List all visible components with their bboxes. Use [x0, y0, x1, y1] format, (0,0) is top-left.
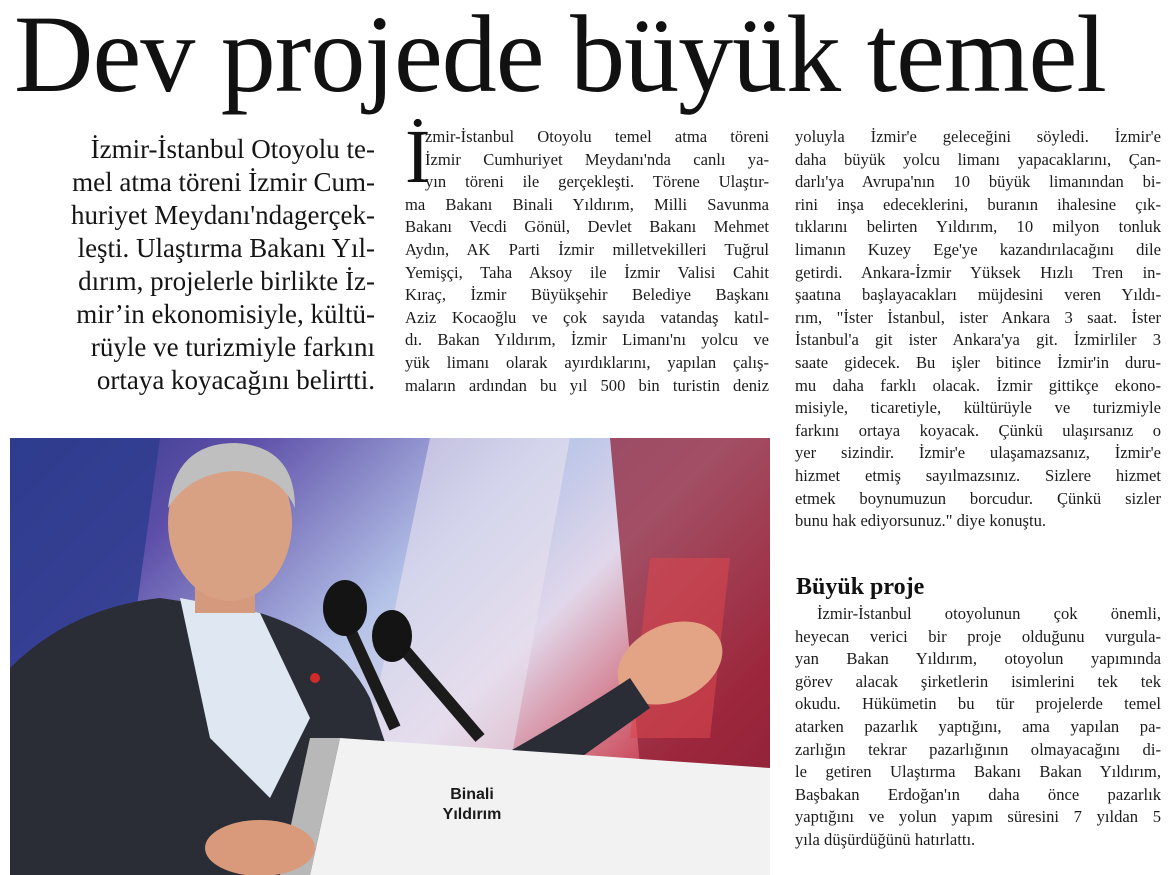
hand	[205, 820, 315, 875]
body-line: rini inşa edeceklerini, buranın ihalesine çık-	[795, 194, 1161, 214]
body-line: hizmet etmiş sayılmazsınız. Sizlere hizmet	[795, 465, 1161, 485]
body-line: atarken pazarlık yaptığını, ama yapılan pa-	[795, 716, 1161, 736]
body-line: okudu. Hükümetin bu tür projelerde temel	[795, 694, 1161, 714]
photo-caption	[432, 785, 512, 825]
body-line: mu daha farklı olacak. İzmir gittikçe ekono-	[795, 375, 1161, 395]
body-line: yoluyla İzmir'e geleceğini söyledi. İzmir'e	[795, 127, 1161, 146]
lede-line: rüyle ve turizmiyle farkını	[90, 332, 375, 362]
lede-line: mel atma töreni İzmir Cum-	[72, 167, 375, 197]
body-line: Kıraç, İzmir Büyükşehir Belediye Başkanı	[405, 285, 769, 305]
body-line: şaatına başlayacakları müjdesini veren Yıldı-	[795, 285, 1161, 305]
body-line: Aziz Kocaoğlu ve çok sayıda vatandaş katıl-	[405, 307, 769, 327]
lede-line: İzmir-İstanbul Otoyolu te-	[90, 134, 375, 164]
lede-line: ortaya koyacağını belirtti.	[96, 365, 375, 395]
body-line: heyecan verici bir proje olduğunu vurgula-	[795, 626, 1161, 646]
body-line: Başbakan Erdoğan'ın daha önce pazarlık	[795, 784, 1161, 804]
body-line: yın töreni ile gerçekleşti. Törene Ulaştır-	[425, 172, 769, 192]
body-line: daha büyük yolcu limanı yapacaklarını, Çan-	[795, 149, 1161, 169]
body-line: saate gidecek. Bu işler bitince İzmir'in duru-	[795, 352, 1161, 372]
body-line: yıla düşürdüğünü hatırlattı.	[795, 829, 976, 849]
body-line: tıklarını belirten Yıldırım, 10 milyon tonluk	[795, 217, 1161, 237]
body-line: getirdi. Ankara-İzmir Yüksek Hızlı Tren in-	[795, 262, 1161, 282]
body-line: etmek boynumuzun borcudur. Çünkü sizler	[795, 488, 1161, 508]
body-line: yer sizindir. İzmir'e ulaşamazsanız, İzmir'e	[795, 443, 1161, 463]
article-column-3	[795, 126, 1161, 533]
microphone	[372, 610, 412, 662]
body-line: İzmir-İstanbul otoyolunun çok önemli,	[817, 604, 1161, 623]
body-line: yük limanı olarak ayırdıklarını, yapılan çalış-	[405, 352, 769, 372]
body-line: dı. Bakan Yıldırım, İzmir Limanı'nı yolcu ve	[405, 330, 769, 350]
body-line: limanın Kuzey Ege'ye kazandırılacağını dile	[795, 239, 1161, 259]
body-line: maların ardından bu yıl 500 bin turistin deniz	[405, 375, 769, 395]
lede-line: leşti. Ulaştırma Bakanı Yıl-	[77, 233, 375, 263]
speaker-illustration	[10, 438, 770, 875]
body-line: ma Bakanı Binali Yıldırım, Milli Savunma	[405, 194, 769, 214]
headline: Dev projede büyük temel	[14, 0, 1106, 115]
speaker-photo	[10, 438, 770, 875]
body-line: le getiren Ulaştırma Bakanı Bakan Yıldırım,	[795, 762, 1161, 782]
body-line: misiyle, ticaretiyle, kültürüyle ve turizmiyle	[795, 398, 1161, 418]
body-line: Yemişçi, Taha Aksoy ile İzmir Valisi Cahit	[405, 262, 769, 282]
lapel-pin	[310, 673, 320, 683]
caption-line: Binali	[450, 786, 494, 803]
body-line: yan Bakan Yıldırım, otoyolun yapımında	[795, 649, 1161, 669]
body-line: darlı'ya Avrupa'nın 10 büyük limanından bi-	[795, 172, 1161, 192]
drop-cap: İ	[405, 115, 431, 199]
body-line: görev alacak şirketlerin isimlerini tek tek	[795, 671, 1161, 691]
lede-line: dırım, projelerle birlikte İz-	[78, 266, 375, 296]
microphone	[323, 580, 367, 636]
body-line: rım, "İster İstanbul, ister Ankara 3 saat. İster	[795, 307, 1161, 327]
caption-line: Yıldırım	[442, 806, 502, 823]
body-line: zmir-İstanbul Otoyolu temel atma töreni	[425, 127, 769, 146]
body-line: bunu hak ediyorsunuz." diye konuştu.	[795, 511, 1047, 531]
lede-paragraph	[20, 133, 375, 397]
article-column-2	[405, 126, 769, 397]
body-line: Aydın, AK Parti İzmir milletvekilleri Tuğrul	[405, 239, 769, 259]
body-line: zarlığın tekrar pazarlığının olmayacağını di-	[795, 739, 1161, 759]
article-column-3-continued	[795, 603, 1161, 852]
lede-line: huriyet Meydanı'ndagerçek-	[71, 200, 375, 230]
body-line: farkını ortaya koyacak. Çünkü ulaşırsanız o	[795, 420, 1161, 440]
body-line: İzmir Cumhuriyet Meydanı'nda canlı ya-	[425, 149, 769, 169]
body-line: İstanbul'a git ister Ankara'ya git. İzmirliler 3	[795, 330, 1161, 350]
subheading: Büyük proje	[796, 574, 925, 600]
body-line: Bakanı Vecdi Gönül, Devlet Bakanı Mehmet	[405, 217, 769, 237]
body-line: yaptığını ve yolun yapım süresini 7 yıldan 5	[795, 807, 1161, 827]
lede-line: mir’in ekonomisiyle, kültü-	[76, 299, 375, 329]
